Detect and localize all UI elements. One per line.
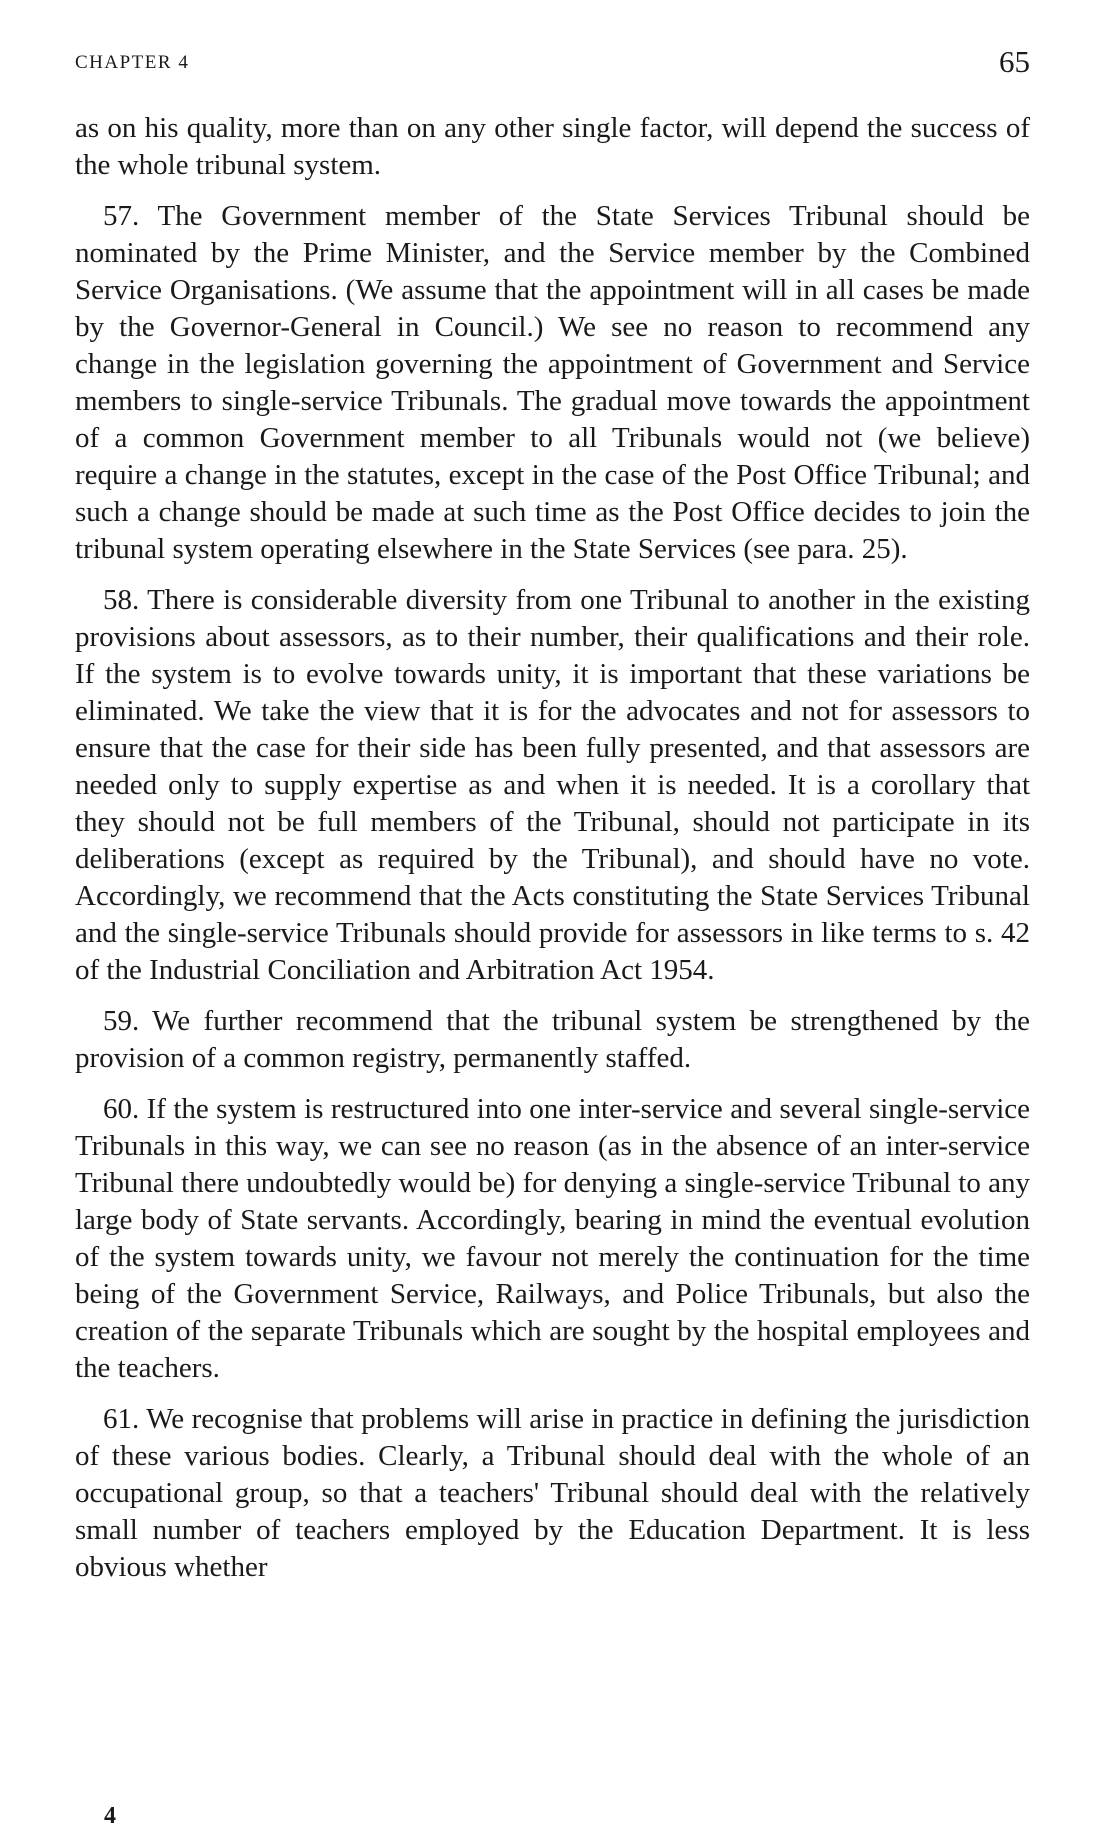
paragraph-59: 59. We further recommend that the tribunal system be strengthened by the provision of a common registry, permanently staffed. [75, 1005, 1030, 1074]
chapter-label: CHAPTER 4 [75, 52, 190, 73]
body-text [75, 110, 1030, 1600]
paragraph-continued: as on his quality, more than on any other single factor, will depend the success of the whole tribunal system. [75, 112, 1030, 181]
paragraph-58: 58. There is considerable diversity from one Tribunal to another in the existing provisions about assessors, as to their number, their qualifications and their role. If the system is to evolve towards unity, it is important that these variations be eliminated. We take the view that it is for the advocates and not for assessors to ensure that the case for their side has been fully presented, and that assessors are needed only to supply expertise as and when it is needed. It is a corollary that they should not be full members of the Tribunal, should not participate in its deliberations (except as required by the Tribunal), and should have no vote. Accordingly, we recommend that the Acts constituting the State Services Tribunal and the single-service Tribunals should provide for assessors in like terms to s. 42 of the Industrial Conciliation and Arbitration Act 1954. [75, 584, 1030, 986]
page-number: 65 [999, 44, 1030, 79]
signature-mark: 4 [104, 1803, 116, 1829]
running-header [75, 44, 1030, 84]
paragraph-61: 61. We recognise that problems will arise in practice in defining the jurisdiction of these various bodies. Clearly, a Tribunal should deal with the whole of an occupational group, so that a teachers' Tribunal should deal with the relatively small number of teachers employed by the Education Department. It is less obvious whether [75, 1403, 1030, 1583]
paragraph-57: 57. The Government member of the State Services Tribunal should be nominated by the Prime Minister, and the Service member by the Combined Service Organisations. (We assume that the appointment will in all cases be made by the Governor-General in Council.) We see no reason to recommend any change in the legislation governing the appointment of Government and Service members to single-service Tribunals. The gradual move towards the appointment of a common Government member to all Tribunals would not (we believe) require a change in the statutes, except in the case of the Post Office Tribunal; and such a change should be made at such time as the Post Office decides to join the tribunal system operating elsewhere in the State Services (see para. 25). [75, 200, 1030, 565]
paragraph-60: 60. If the system is restructured into one inter-service and several single-service Tribunals in this way, we can see no reason (as in the absence of an inter-service Tribunal there undoubtedly would be) for denying a single-service Tribunal to any large body of State servants. Accordingly, bearing in mind the eventual evolution of the system towards unity, we favour not merely the continuation for the time being of the Government Service, Railways, and Police Tribunals, but also the creation of the separate Tribunals which are sought by the hospital employees and the teachers. [75, 1093, 1030, 1384]
